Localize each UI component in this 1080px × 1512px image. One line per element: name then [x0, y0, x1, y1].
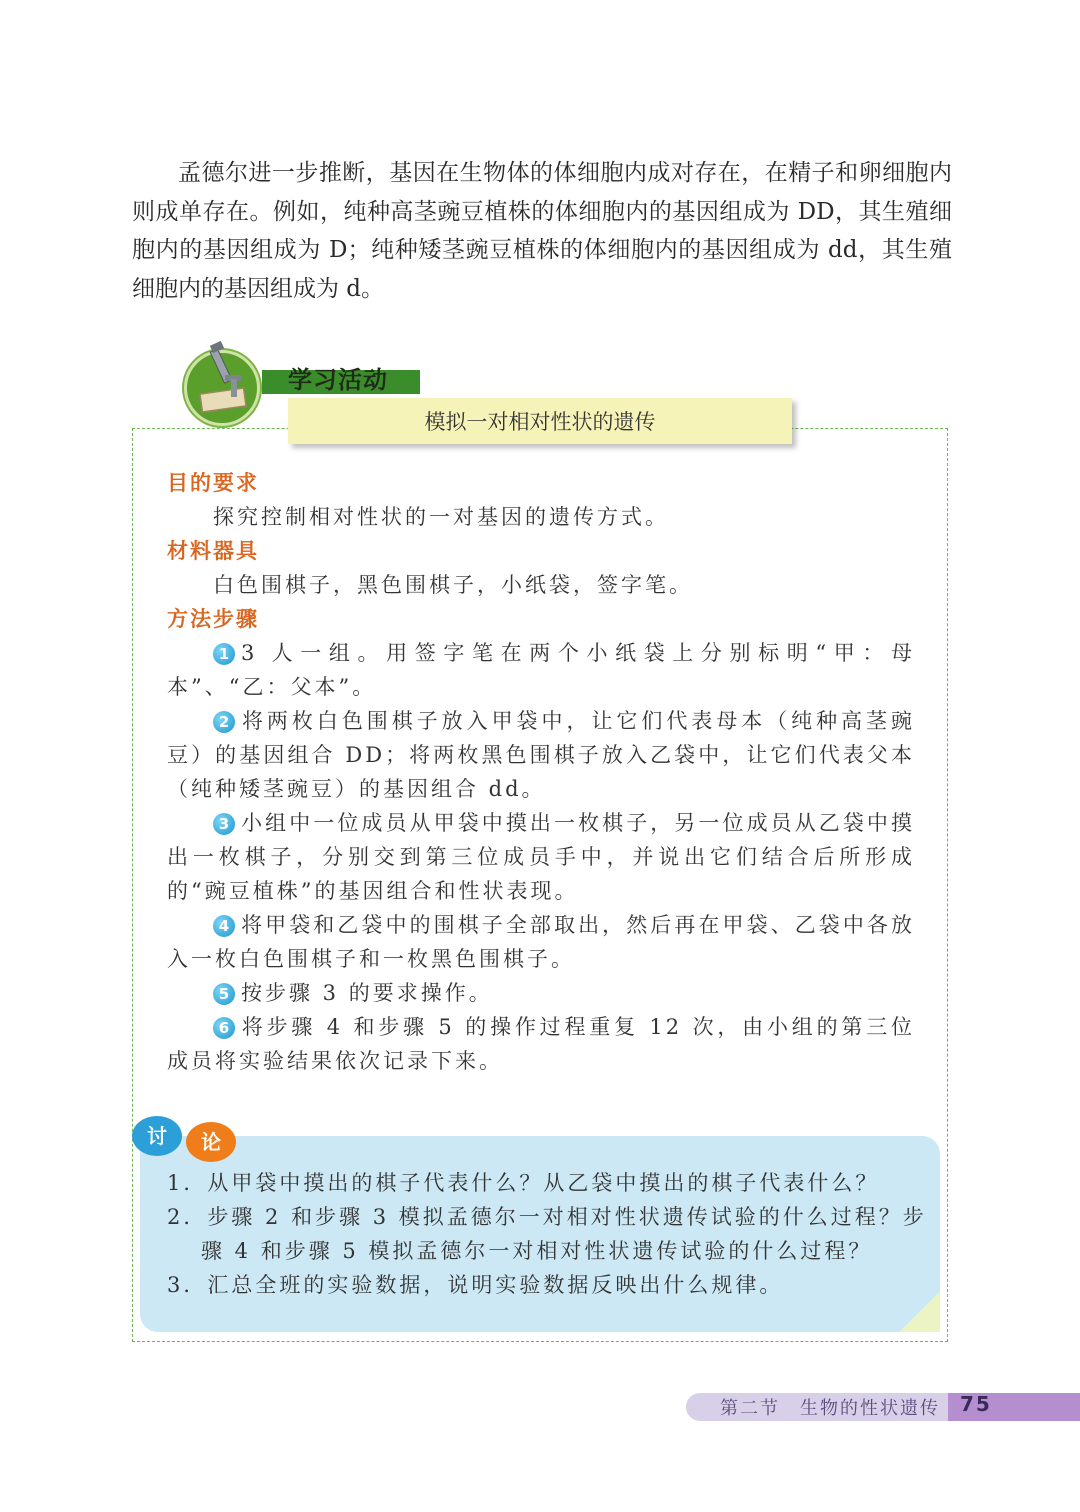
footer-section-title: 第二节 生物的性状遗传 — [720, 1398, 940, 1419]
step-number-icon: 3 — [213, 813, 235, 835]
discussion-questions — [167, 1166, 927, 1302]
microscope-icon — [184, 350, 260, 426]
step-number-icon: 1 — [213, 643, 235, 665]
discussion-bubble-icon: 讨 — [132, 1116, 182, 1156]
activity-label: 学习活动 — [288, 366, 388, 394]
step-item — [167, 976, 915, 1010]
step-item — [167, 636, 915, 704]
discussion-question: 2．步骤 2 和步骤 3 模拟孟德尔一对相对性状遗传试验的什么过程？步骤 4 和步骤 5 模拟孟德尔一对相对性状遗传试验的什么过程？ — [167, 1205, 927, 1263]
topic-box — [288, 398, 792, 444]
step-text: 按步骤 3 的要求操作。 — [241, 981, 493, 1005]
activity-content — [167, 466, 915, 1078]
step-text: 将甲袋和乙袋中的围棋子全部取出，然后再在甲袋、乙袋中各放入一枚白色围棋子和一枚黑色围棋子。 — [167, 913, 915, 971]
step-item — [167, 704, 915, 806]
intro-text — [132, 154, 952, 308]
materials-title: 材料器具 — [167, 539, 259, 563]
step-item — [167, 908, 915, 976]
step-number-icon: 6 — [213, 1017, 235, 1039]
step-number-icon: 4 — [213, 915, 235, 937]
purpose-title: 目的要求 — [167, 471, 259, 495]
activity-topic: 模拟一对相对性状的遗传 — [424, 410, 656, 434]
step-item — [167, 1010, 915, 1078]
step-text: 3 人一组。用签字笔在两个小纸袋上分别标明“甲：母本”、“乙：父本”。 — [167, 641, 915, 699]
purpose-text: 探究控制相对性状的一对基因的遗传方式。 — [213, 505, 669, 529]
page-number: 75 — [960, 1392, 992, 1416]
intro-paragraph: 孟德尔进一步推断，基因在生物体的体细胞内成对存在，在精子和卵细胞内则成单存在。例如，纯种高茎豌豆植株的体细胞内的基因组成为 DD，其生殖细胞内的基因组成为 D；纯种矮茎豌豆植株的体细胞内的基因组成为 dd，其生殖细胞内的基因组成为 d。 — [132, 160, 952, 302]
step-item — [167, 806, 915, 908]
discussion-question: 3．汇总全班的实验数据，说明实验数据反映出什么规律。 — [167, 1273, 784, 1297]
materials-text: 白色围棋子，黑色围棋子，小纸袋，签字笔。 — [213, 573, 693, 597]
method-title: 方法步骤 — [167, 607, 259, 631]
step-number-icon: 2 — [213, 711, 235, 733]
step-number-icon: 5 — [213, 983, 235, 1005]
step-text: 将步骤 4 和步骤 5 的操作过程重复 12 次，由小组的第三位成员将实验结果依次记录下来。 — [167, 1015, 915, 1073]
step-text: 小组中一位成员从甲袋中摸出一枚棋子，另一位成员从乙袋中摸出一枚棋子，分别交到第三位成员手中，并说出它们结合后所形成的“豌豆植株”的基因组合和性状表现。 — [167, 811, 915, 903]
discussion-bubble-icon: 论 — [186, 1122, 236, 1162]
discussion-question: 1．从甲袋中摸出的棋子代表什么？从乙袋中摸出的棋子代表什么？ — [167, 1171, 880, 1195]
step-text: 将两枚白色围棋子放入甲袋中，让它们代表母本（纯种高茎豌豆）的基因组合 DD；将两枚黑色围棋子放入乙袋中，让它们代表父本（纯种矮茎豌豆）的基因组合 dd。 — [167, 709, 915, 801]
